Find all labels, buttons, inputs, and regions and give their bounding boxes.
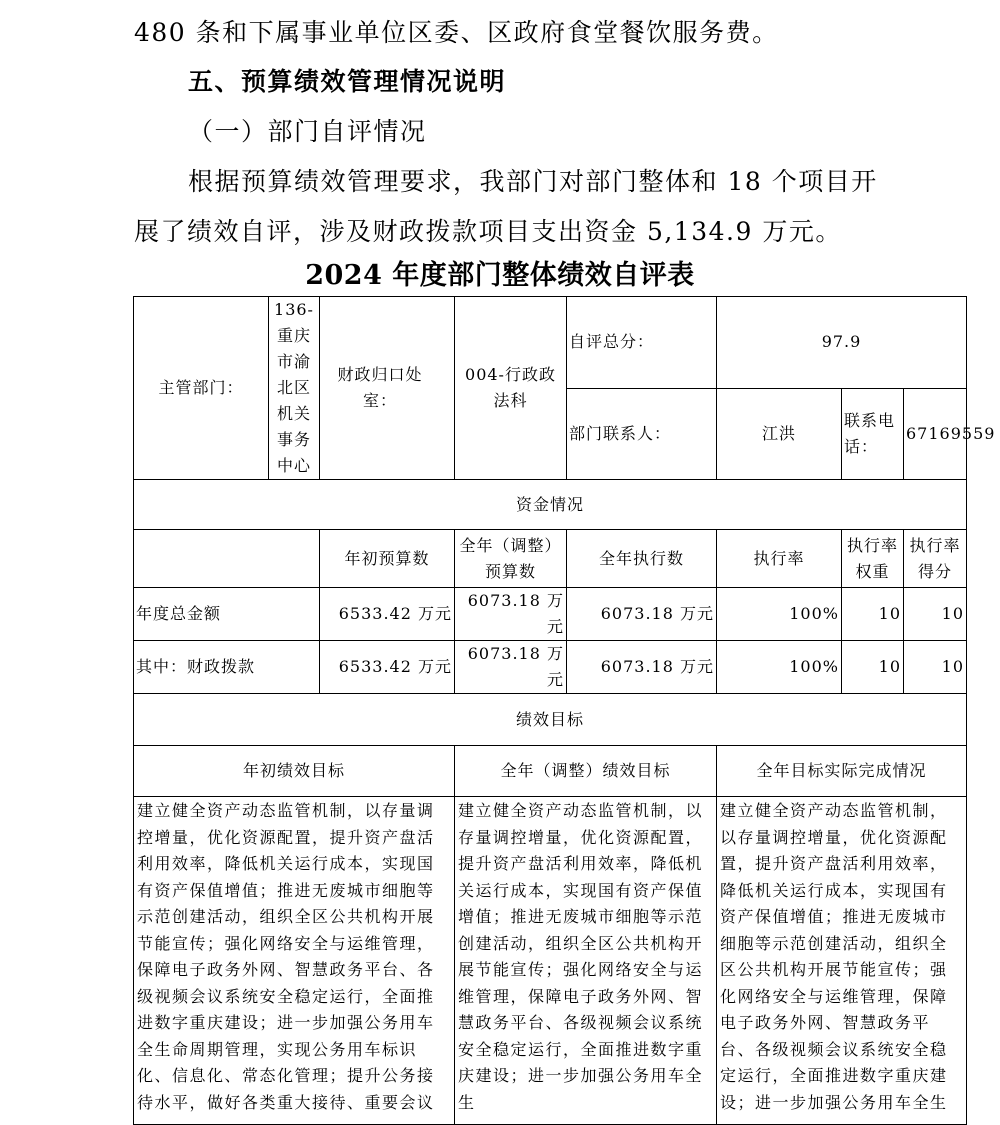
table-row — [134, 588, 967, 641]
phone-value: 67169559 — [904, 388, 967, 480]
subsection-heading-1: （一）部门自评情况 — [188, 117, 427, 146]
goals-section-title: 绩效目标 — [134, 694, 967, 746]
office-label: 财政归口处室： — [320, 297, 455, 480]
office-value: 004-行政政法科 — [455, 297, 567, 480]
goals-header-initial: 年初绩效目标 — [134, 746, 455, 797]
phone-label: 联系电话： — [842, 388, 904, 480]
funds-cell: 6073.18 万元 — [567, 641, 717, 694]
funds-header-adjusted-budget: 全年（调整）预算数 — [455, 530, 567, 588]
funds-cell: 6073.18 万元 — [455, 641, 567, 694]
goal-adjusted-text: 建立健全资产动态监管机制，以存量调控增量，优化资源配置，提升资产盘活利用效率，降低机关运行成本，实现国有资产保值增值；推进无废城市细胞等示范创建活动，组织全区公共机构开展节能宣传；强化网络安全与运维管理，保障电子政务外网、智慧政务平台、各级视频会议系统安全稳定运行，全面推进数字重庆建设；进一步加强公务用车全生 — [455, 797, 717, 1125]
funds-header-weight: 执行率权重 — [842, 530, 904, 588]
goals-header-completion: 全年目标实际完成情况 — [717, 746, 967, 797]
section-heading-5: 五、预算绩效管理情况说明 — [188, 67, 507, 96]
table-row — [134, 641, 967, 694]
score-value: 97.9 — [717, 297, 967, 389]
funds-header-score: 执行率得分 — [904, 530, 967, 588]
funds-cell: 100% — [717, 641, 842, 694]
funds-section-title: 资金情况 — [134, 480, 967, 530]
goals-header-adjusted: 全年（调整）绩效目标 — [455, 746, 717, 797]
funds-cell: 10 — [904, 588, 967, 641]
funds-cell: 10 — [842, 588, 904, 641]
funds-cell: 6533.42 万元 — [320, 641, 455, 694]
goal-completion-text: 建立健全资产动态监管机制，以存量调控增量，优化资源配置，提升资产盘活利用效率，降低机关运行成本，实现国有资产保值增值；推进无废城市细胞等示范创建活动，组织全区公共机构开展节能宣传；强化网络安全与运维管理，保障电子政务外网、智慧政务平台、各级视频会议系统安全稳定运行，全面推进数字重庆建设；进一步加强公务用车全生 — [717, 797, 967, 1125]
funds-header-actual: 全年执行数 — [567, 530, 717, 588]
funds-header-blank — [134, 530, 320, 588]
dept-label: 主管部门： — [134, 297, 269, 480]
score-label: 自评总分： — [567, 297, 717, 389]
funds-cell: 10 — [904, 641, 967, 694]
table-title: 2024 年度部门整体绩效自评表 — [305, 260, 695, 291]
funds-cell: 100% — [717, 588, 842, 641]
body-paragraph-line1: 根据预算绩效管理要求，我部门对部门整体和 18 个项目开 — [188, 167, 878, 196]
goal-initial-text: 建立健全资产动态监管机制，以存量调控增量，优化资源配置，提升资产盘活利用效率，降低机关运行成本，实现国有资产保值增值；推进无废城市细胞等示范创建活动，组织全区公共机构开展节能宣传；强化网络安全与运维管理，保障电子政务外网、智慧政务平台、各级视频会议系统安全稳定运行，全面推进数字重庆建设；进一步加强公务用车全生命周期管理，实现公务用车标识化、信息化、常态化管理；提升公务接待水平，做好各类重大接待、重要会议 — [134, 797, 455, 1125]
funds-cell: 10 — [842, 641, 904, 694]
body-paragraph-line2: 展了绩效自评，涉及财政拨款项目支出资金 5,134.9 万元。 — [134, 217, 842, 246]
funds-cell: 6533.42 万元 — [320, 588, 455, 641]
funds-row-label: 年度总金额 — [134, 588, 320, 641]
funds-cell: 6073.18 万元 — [567, 588, 717, 641]
funds-cell: 6073.18 万元 — [455, 588, 567, 641]
contact-label: 部门联系人： — [567, 388, 717, 480]
funds-header-initial-budget: 年初预算数 — [320, 530, 455, 588]
dept-value: 136-重庆市渝北区机关事务中心 — [269, 297, 320, 480]
contact-value: 江洪 — [717, 388, 842, 480]
funds-header-rate: 执行率 — [717, 530, 842, 588]
performance-evaluation-table — [133, 296, 996, 1125]
paragraph-line1: 480 条和下属事业单位区委、区政府食堂餐饮服务费。 — [134, 18, 779, 47]
funds-row-label: 其中：财政拨款 — [134, 641, 320, 694]
